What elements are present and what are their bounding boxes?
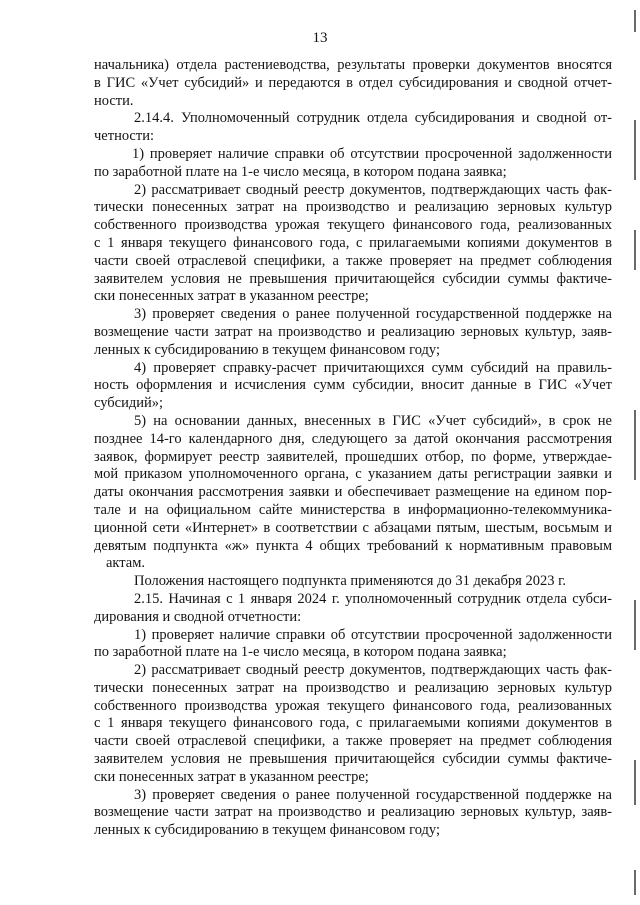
text-line: четности: bbox=[94, 128, 154, 145]
text-line: ционной сети «Интернет» в соответствии с абзацами пятым, шестым, восьмым и bbox=[94, 519, 612, 536]
text-line: ленных к субсидированию в текущем финансовом году; bbox=[94, 822, 440, 839]
scan-mark bbox=[634, 870, 636, 895]
text-line: девятым подпункта «ж» пункта 4 общих требований к нормативным правовым bbox=[94, 537, 612, 554]
text-line: 2) рассматривает сводный реестр документов, подтверждающих часть фак- bbox=[134, 181, 612, 198]
scan-mark bbox=[634, 10, 636, 32]
text-line: мой приказом уполномоченного органа, с указанием даты регистрации заявки и bbox=[94, 466, 612, 483]
text-line: 2) рассматривает сводный реестр документов, подтверждающих часть фак- bbox=[134, 662, 612, 679]
text-line: позднее 14-го календарного дня, следующего за датой окончания рассмотрения bbox=[94, 430, 612, 447]
text-line: заявителем условия не превышения причитающейся субсидии суммы фактиче- bbox=[94, 270, 612, 287]
text-line: заявителем условия не превышения причитающейся субсидии суммы фактиче- bbox=[94, 751, 612, 768]
text-line: в ГИС «Учет субсидий» и передаются в отдел субсидирования и сводной отчет- bbox=[94, 74, 612, 91]
text-line: 5) на основании данных, внесенных в ГИС «Учет субсидий», в срок не bbox=[134, 412, 612, 429]
text-line: 1) проверяет наличие справки об отсутствии просроченной задолженности bbox=[132, 145, 612, 162]
text-line: ность оформления и исчисления сумм субсидии, вносит данные в ГИС «Учет bbox=[94, 377, 612, 394]
scan-edge-marks bbox=[630, 0, 636, 905]
text-line: 2.14.4. Уполномоченный сотрудник отдела субсидирования и сводной от- bbox=[134, 110, 612, 127]
text-line: собственного производства урожая текущего финансового года, реализованных bbox=[94, 697, 612, 714]
text-line: по заработной плате на 1-е число месяца, в котором подана заявка; bbox=[94, 163, 507, 180]
text-line: тически понесенных затрат на производство и реализацию зерновых культур bbox=[94, 199, 612, 216]
text-line: части своей отраслевой специфики, а также проверяет на предмет соблюдения bbox=[94, 733, 612, 750]
text-line: 3) проверяет сведения о ранее полученной государственной поддержке на bbox=[134, 306, 612, 323]
text-line: субсидий»; bbox=[94, 395, 164, 412]
text-line: 3) проверяет сведения о ранее полученной государственной поддержке на bbox=[134, 786, 612, 803]
scan-mark bbox=[634, 600, 636, 650]
scan-mark bbox=[634, 760, 636, 805]
text-line: по заработной плате на 1-е число месяца, в котором подана заявка; bbox=[94, 644, 507, 661]
scan-mark bbox=[634, 410, 636, 480]
text-line: 2.15. Начиная с 1 января 2024 г. уполномоченный сотрудник отдела субси- bbox=[134, 590, 612, 607]
page-number: 13 bbox=[312, 30, 328, 46]
text-line: собственного производства урожая текущего финансового года, реализованных bbox=[94, 217, 612, 234]
scan-mark bbox=[634, 120, 636, 180]
text-line: с 1 января текущего финансового года, с прилагаемыми копиями документов в bbox=[94, 234, 612, 251]
text-line: ности. bbox=[94, 92, 134, 109]
text-line: тически понесенных затрат на производство и реализацию зерновых культур bbox=[94, 679, 612, 696]
text-line: 1) проверяет наличие справки об отсутствии просроченной задолженности bbox=[134, 626, 612, 643]
document-body bbox=[94, 57, 612, 840]
text-line: тале и на официальном сайте министерства в информационно-телекоммуника- bbox=[94, 501, 612, 518]
text-line: даты окончания рассмотрения заявки и обеспечивает размещение на едином пор- bbox=[94, 484, 612, 501]
text-line: части своей отраслевой специфики, а также проверяет на предмет соблюдения bbox=[94, 252, 612, 269]
text-line: ленных к субсидированию в текущем финансовом году; bbox=[94, 341, 440, 358]
text-line: дирования и сводной отчетности: bbox=[94, 608, 302, 625]
text-line: с 1 января текущего финансового года, с прилагаемыми копиями документов в bbox=[94, 715, 612, 732]
text-line: Положения настоящего подпункта применяются до 31 декабря 2023 г. bbox=[134, 573, 567, 590]
scan-mark bbox=[634, 230, 636, 270]
text-line: 4) проверяет справку-расчет причитающихся сумм субсидий на правиль- bbox=[134, 359, 612, 376]
text-line: заявок, формирует реестр заявителей, прошедших отбор, по форме, утверждае- bbox=[94, 448, 612, 465]
text-line: возмещение части затрат на производство и реализацию зерновых культур, заяв- bbox=[94, 323, 612, 340]
text-line: начальника) отдела растениеводства, результаты проверки документов вносятся bbox=[94, 57, 612, 73]
text-line: возмещение части затрат на производство и реализацию зерновых культур, заяв- bbox=[94, 804, 612, 821]
text-line: ски понесенных затрат в указанном реестре; bbox=[94, 288, 369, 305]
text-line: ски понесенных затрат в указанном реестре; bbox=[94, 768, 369, 785]
text-line: актам. bbox=[106, 555, 146, 572]
